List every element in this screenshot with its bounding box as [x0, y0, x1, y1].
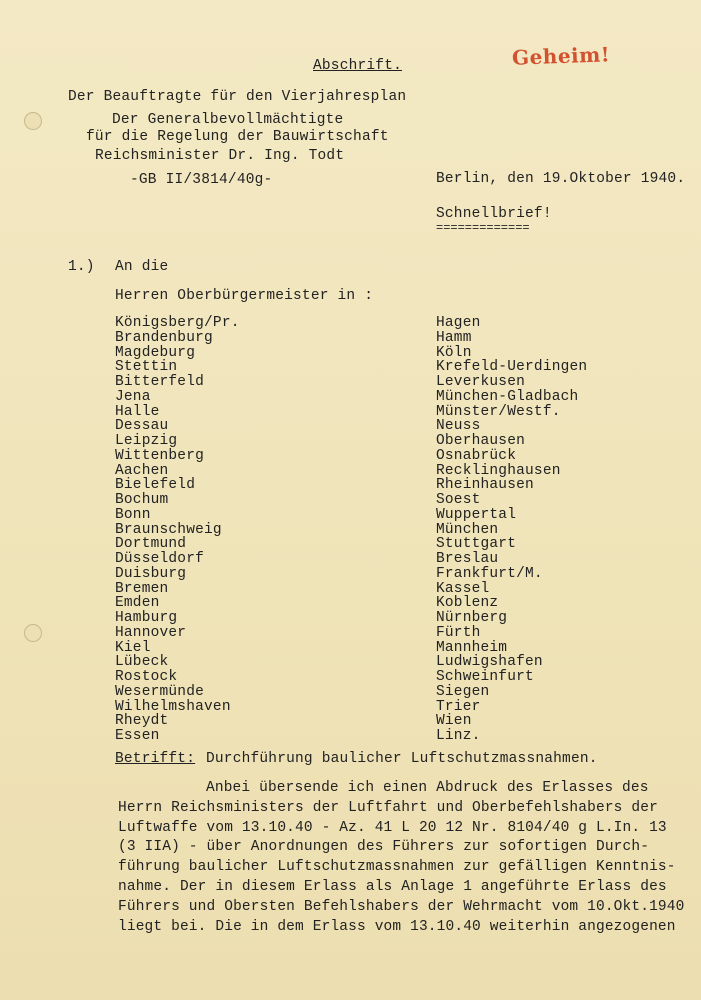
city-item: Siegen — [436, 683, 490, 700]
city-list-right — [436, 316, 587, 744]
city-item: Brandenburg — [115, 329, 213, 346]
item-number: 1.) — [68, 259, 95, 275]
city-item: Lübeck — [115, 654, 169, 671]
subject-label: Betrifft: — [115, 751, 196, 767]
city-item: Emden — [115, 595, 160, 612]
city-item: Rheinhausen — [436, 477, 534, 494]
city-item: Bremen — [115, 580, 169, 597]
sender-line-1: Der Beauftragte für den Vierjahresplan — [68, 89, 407, 105]
city-item: Koblenz — [436, 595, 499, 612]
city-item: München — [436, 521, 499, 538]
letter-body — [118, 779, 685, 937]
city-item: Leipzig — [115, 433, 178, 449]
city-item: Rheydt — [115, 713, 169, 730]
city-item: Jena — [115, 388, 151, 405]
city-item: Münster/Westf. — [436, 403, 561, 420]
body-line: Führers und Obersten Befehlshabers der Wehrmacht vom 10.Okt.1940 — [118, 898, 685, 915]
city-item: Halle — [115, 403, 160, 420]
city-item: Wittenberg — [115, 447, 205, 464]
city-item: Rostock — [115, 669, 178, 685]
city-list-left — [115, 316, 240, 744]
city-item: Essen — [115, 728, 160, 744]
body-line: Luftwaffe vom 13.10.40 - Az. 41 L 20 12 Nr. 8104/40 g L.In. 13 — [118, 819, 667, 836]
city-item: Bitterfeld — [115, 374, 205, 390]
city-item: Hamburg — [115, 610, 178, 626]
city-item: Düsseldorf — [115, 551, 205, 567]
recipient-heading: Herren Oberbürgermeister in : — [115, 288, 374, 304]
sender-line-3: für die Regelung der Bauwirtschaft — [86, 129, 389, 145]
city-item: Königsberg/Pr. — [115, 315, 240, 331]
reference-number: -GB II/3814/40g- — [130, 172, 273, 188]
city-item: Braunschweig — [115, 521, 222, 538]
city-item: Köln — [436, 344, 472, 361]
city-item: Aachen — [115, 462, 169, 479]
city-item: Nürnberg — [436, 610, 508, 626]
city-item: Wuppertal — [436, 506, 517, 523]
city-item: Frankfurt/M. — [436, 565, 543, 582]
body-line: führung baulicher Luftschutzmassnahmen zur gefälligen Kenntnis- — [118, 859, 676, 876]
city-item: Fürth — [436, 624, 481, 641]
city-item: Kiel — [115, 639, 151, 656]
punch-hole — [24, 624, 42, 642]
city-item: Bonn — [115, 506, 151, 523]
city-item: Leverkusen — [436, 374, 526, 390]
city-item: Breslau — [436, 551, 499, 567]
city-item: Magdeburg — [115, 344, 196, 361]
city-item: Hamm — [436, 329, 472, 346]
body-line: Anbei übersende ich einen Abdruck des Erlasses des — [206, 780, 649, 796]
city-item: Krefeld-Uerdingen — [436, 359, 588, 376]
express-letter-label: Schnellbrief! — [436, 206, 552, 222]
city-item: Wilhelmshaven — [115, 698, 231, 715]
city-item: Trier — [436, 698, 481, 715]
date-line: Berlin, den 19.Oktober 1940. — [436, 171, 686, 187]
city-item: Dortmund — [115, 536, 187, 553]
subject-text: Durchführung baulicher Luftschutzmassnahmen. — [206, 751, 598, 767]
body-line: nahme. Der in diesem Erlass als Anlage 1 angeführte Erlass des — [118, 878, 667, 895]
city-item: Mannheim — [436, 639, 508, 656]
secret-stamp: Geheim! — [511, 42, 611, 70]
city-item: Soest — [436, 492, 481, 508]
city-item: Hagen — [436, 315, 481, 331]
express-underline: ============= — [436, 221, 530, 235]
body-line: liegt bei. Die in dem Erlass vom 13.10.40 weiterhin angezogenen — [118, 918, 676, 935]
city-item: Ludwigshafen — [436, 654, 543, 671]
recipient-an: An die — [115, 259, 169, 275]
punch-hole — [24, 112, 42, 130]
city-item: Recklinghausen — [436, 462, 561, 479]
city-item: Osnabrück — [436, 447, 517, 464]
city-item: Bielefeld — [115, 477, 196, 494]
city-item: Stettin — [115, 359, 178, 376]
city-item: Wien — [436, 713, 472, 730]
document-heading: Abschrift. — [313, 58, 403, 74]
sender-line-4: Reichsminister Dr. Ing. Todt — [95, 148, 345, 164]
city-item: Kassel — [436, 580, 490, 597]
city-item: Schweinfurt — [436, 669, 534, 685]
city-item: München-Gladbach — [436, 388, 579, 405]
city-item: Stuttgart — [436, 536, 517, 553]
city-item: Oberhausen — [436, 433, 526, 449]
body-line: Herrn Reichsministers der Luftfahrt und Oberbefehlshabers der — [118, 799, 658, 816]
city-item: Linz. — [436, 728, 481, 744]
body-line: (3 IIA) - über Anordnungen des Führers zur sofortigen Durch- — [118, 839, 650, 856]
city-item: Bochum — [115, 492, 169, 508]
city-item: Duisburg — [115, 565, 187, 582]
city-item: Wesermünde — [115, 683, 205, 700]
city-item: Neuss — [436, 418, 481, 435]
city-item: Hannover — [115, 624, 187, 641]
city-item: Dessau — [115, 418, 169, 435]
sender-line-2: Der Generalbevollmächtigte — [112, 112, 344, 128]
